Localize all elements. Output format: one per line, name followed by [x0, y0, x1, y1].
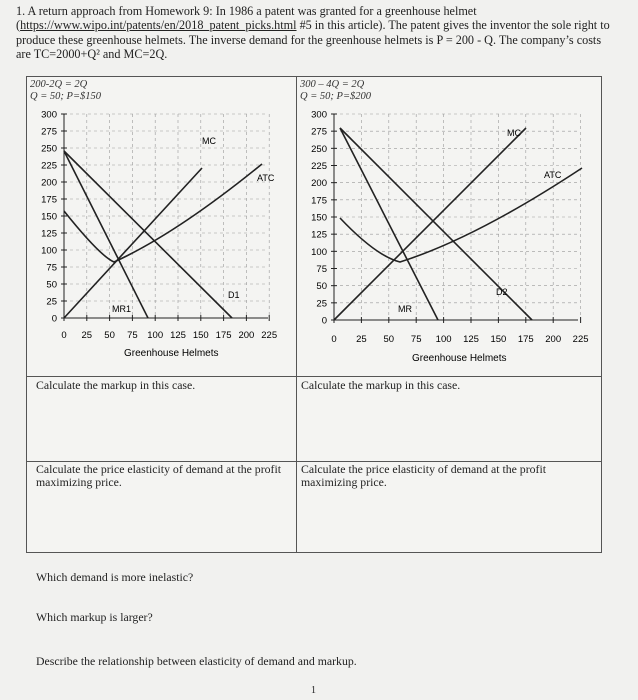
right-graph — [296, 106, 601, 368]
left-handwritten-note — [30, 79, 101, 103]
r-x-tick-label: 225 — [572, 334, 589, 345]
r-y-tick-label: 0 — [321, 315, 327, 327]
l-x-tick-label: 50 — [104, 330, 115, 341]
l-y-tick-label: 275 — [41, 126, 57, 138]
left-atc-label: ATC — [257, 173, 275, 183]
l-y-tick-label: 75 — [46, 262, 57, 274]
patent-link[interactable]: https://www.wipo.int/patents/en/2018_patent_picks.html — [20, 18, 297, 33]
l-y-tick-label: 300 — [41, 109, 57, 121]
r-x-tick-label: 175 — [517, 334, 534, 345]
left-d-label: D1 — [228, 290, 240, 300]
right-y-ticks — [311, 110, 327, 327]
left-note-line1: 200-2Q = 2Q — [30, 79, 88, 90]
l-y-tick-label: 100 — [41, 245, 57, 257]
right-atc-label: ATC — [544, 170, 562, 180]
l-x-tick-label: 175 — [215, 330, 232, 341]
r-y-tick-label: 150 — [311, 212, 327, 224]
l-x-tick-label: 150 — [192, 330, 209, 341]
r-x-tick-label: 150 — [490, 334, 507, 345]
question-number: 1. — [16, 4, 26, 18]
r-y-tick-label: 125 — [311, 229, 327, 241]
right-x-ticks — [331, 334, 588, 345]
question-body: #5 in this article). The patent gives the inventor the sole right to produce these greenhouse helmets. The inverse demand for the greenhouse helmets is P = 200 - Q. The company’s costs are TC=2000+Q² and MC=2Q. — [16, 18, 610, 62]
left-note-line2: Q = 50; P=$150 — [30, 91, 102, 102]
l-y-tick-label: 200 — [41, 177, 57, 189]
right-grid — [331, 114, 581, 323]
l-y-tick-label: 225 — [41, 160, 57, 172]
right-mc-label: MC — [507, 128, 521, 138]
page-number: 1 — [311, 685, 316, 696]
question-intro: A return approach from Homework 9: In 1986 a patent was granted for a greenhouse helmet ( — [16, 4, 477, 33]
right-handwritten-note — [300, 79, 371, 103]
r-y-tick-label: 300 — [311, 109, 327, 121]
inelastic-question: Which demand is more inelastic? — [36, 570, 194, 584]
right-x-title: Greenhouse Helmets — [412, 353, 507, 364]
l-x-tick-label: 125 — [170, 330, 186, 341]
l-y-tick-label: 125 — [41, 228, 57, 240]
r-x-tick-label: 75 — [410, 334, 422, 345]
r-y-tick-label: 200 — [311, 178, 327, 190]
l-y-tick-label: 175 — [41, 194, 57, 206]
left-mr-line — [64, 151, 148, 318]
l-x-tick-label: 200 — [238, 330, 255, 341]
left-x-title: Greenhouse Helmets — [124, 348, 219, 359]
right-markup-prompt: Calculate the markup in this case. — [301, 378, 461, 392]
right-note-line1: 300 – 4Q = 2Q — [300, 79, 365, 90]
left-x-ticks — [61, 330, 277, 341]
left-atc-curve — [64, 164, 262, 262]
left-demand-line — [64, 151, 232, 318]
r-y-tick-label: 100 — [311, 246, 327, 258]
l-x-tick-label: 0 — [61, 330, 67, 341]
left-markup-prompt: Calculate the markup in this case. — [36, 378, 196, 392]
right-mr-label: MR — [398, 304, 412, 314]
r-y-tick-label: 50 — [316, 281, 327, 293]
r-y-tick-label: 275 — [311, 126, 327, 138]
r-y-tick-label: 25 — [316, 298, 327, 310]
r-x-tick-label: 50 — [383, 334, 395, 345]
l-y-tick-label: 250 — [41, 143, 57, 155]
r-y-tick-label: 175 — [311, 195, 327, 207]
relationship-question: Describe the relationship between elasticity of demand and markup. — [36, 654, 357, 668]
l-x-tick-label: 25 — [81, 330, 93, 341]
right-d-label: D2 — [496, 287, 508, 297]
r-x-tick-label: 25 — [356, 334, 367, 345]
right-elasticity-prompt: Calculate the price elasticity of demand at the profit maximizing price. — [301, 462, 547, 489]
right-note-line2: Q = 50; P=$200 — [300, 91, 372, 102]
r-x-tick-label: 0 — [331, 334, 337, 345]
left-graph — [26, 106, 296, 366]
l-y-tick-label: 0 — [51, 313, 57, 325]
r-y-tick-label: 250 — [311, 143, 327, 155]
larger-markup-question: Which markup is larger? — [36, 610, 153, 624]
l-x-tick-label: 100 — [147, 330, 164, 341]
l-y-tick-label: 150 — [41, 211, 57, 223]
r-x-tick-label: 200 — [545, 334, 562, 345]
l-x-tick-label: 75 — [127, 330, 138, 341]
r-x-tick-label: 125 — [463, 334, 479, 345]
left-mc-label: MC — [202, 136, 216, 146]
left-mr-label: MR1 — [112, 304, 132, 314]
question-text — [16, 4, 616, 62]
left-elasticity-prompt: Calculate the price elasticity of demand at the profit maximizing price. — [36, 462, 282, 489]
left-y-ticks — [41, 110, 57, 325]
l-x-tick-label: 225 — [261, 330, 278, 341]
r-x-tick-label: 100 — [435, 334, 452, 345]
l-y-tick-label: 50 — [46, 279, 57, 291]
r-y-tick-label: 225 — [311, 161, 327, 172]
r-y-tick-label: 75 — [316, 264, 327, 275]
l-y-tick-label: 25 — [46, 296, 57, 308]
